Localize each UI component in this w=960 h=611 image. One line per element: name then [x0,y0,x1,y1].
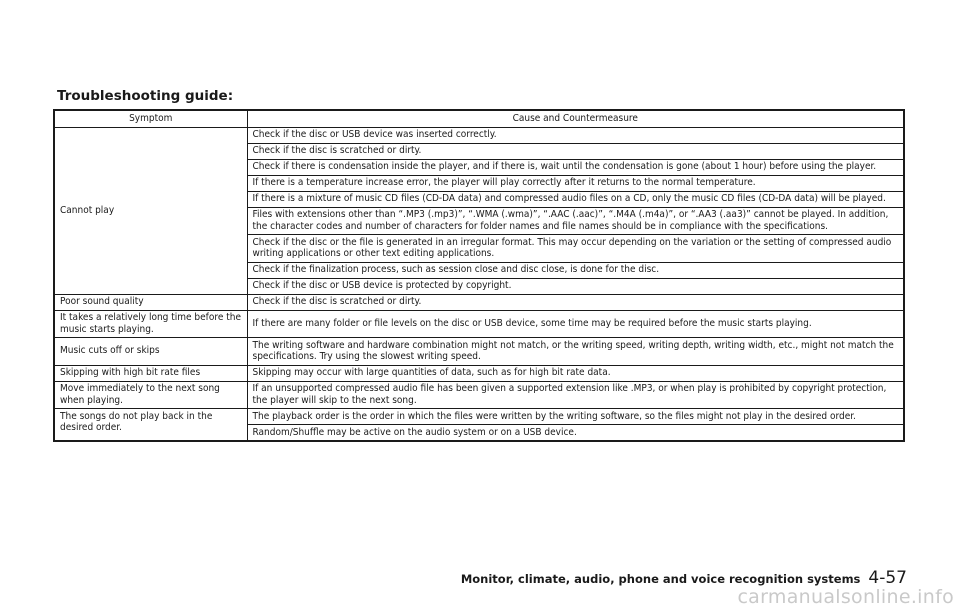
footer-section-title: Monitor, climate, audio, phone and voice recognition systems [460,572,861,586]
cause-cell: Check if the disc or the file is generated in an irregular format. This may occur depending on the variation or the setting of compressed audio writing applications or other text editing applications. [247,235,904,263]
symptom-cell: Poor sound quality [54,294,247,310]
symptom-cell: The songs do not play back in the desired order. [54,409,247,442]
symptom-cell: Cannot play [54,127,247,294]
table-row [54,409,904,425]
section-heading: Troubleshooting guide: [57,88,234,104]
symptom-cell: Music cuts off or skips [54,338,247,366]
table-header-row [54,110,904,127]
table-row [54,294,904,310]
cause-cell: If there is a temperature increase error, the player will play correctly after it returns to the normal temperature. [247,175,904,191]
cause-cell: Files with extensions other than “.MP3 (.mp3)”, “.WMA (.wma)”, “.AAC (.aac)”, “.M4A (.m4a)”, or “.AA3 (.aa3)” cannot be played. In addition, the character codes and number of characters for folder names and file names should be in compliance with the specifications. [247,207,904,235]
symptom-cell: Move immediately to the next song when playing. [54,381,247,409]
cause-cell: Random/Shuffle may be active on the audio system or on a USB device. [247,425,904,442]
page-footer [461,568,907,588]
table-row [54,381,904,409]
table-row [54,310,904,338]
cause-cell: If there is a mixture of music CD files (CD-DA data) and compressed audio files on a CD, only the music CD files (CD-DA data) will be played. [247,191,904,207]
cause-cell: Check if the disc or USB device was inserted correctly. [247,127,904,143]
watermark: carmanualsonline.info [737,586,954,608]
table-row [54,127,904,143]
cause-cell: Check if the finalization process, such as session close and disc close, is done for the disc. [247,262,904,278]
table-row [54,365,904,381]
cause-cell: If there are many folder or file levels on the disc or USB device, some time may be required before the music starts playing. [247,310,904,338]
symptom-cell: It takes a relatively long time before the music starts playing. [54,310,247,338]
cause-cell: Skipping may occur with large quantities of data, such as for high bit rate data. [247,365,904,381]
cause-cell: Check if there is condensation inside the player, and if there is, wait until the condensation is gone (about 1 hour) before using the player. [247,159,904,175]
cause-cell: If an unsupported compressed audio file has been given a supported extension like .MP3, or when play is prohibited by copyright protection, the player will skip to the next song. [247,381,904,409]
troubleshooting-table [53,109,905,442]
cause-cell: Check if the disc or USB device is protected by copyright. [247,278,904,294]
symptom-cell: Skipping with high bit rate files [54,365,247,381]
page-number: 4-57 [868,568,907,588]
cause-cell: Check if the disc is scratched or dirty. [247,294,904,310]
cause-cell: The writing software and hardware combination might not match, or the writing speed, writing depth, writing width, etc., might not match the specifications. Try using the slowest writing speed. [247,338,904,366]
cause-cell: The playback order is the order in which the files were written by the writing software, so the files might not play in the desired order. [247,409,904,425]
symptom-column-header: Symptom [54,110,247,127]
cause-column-header: Cause and Countermeasure [247,110,904,127]
cause-cell: Check if the disc is scratched or dirty. [247,143,904,159]
table-row [54,338,904,366]
